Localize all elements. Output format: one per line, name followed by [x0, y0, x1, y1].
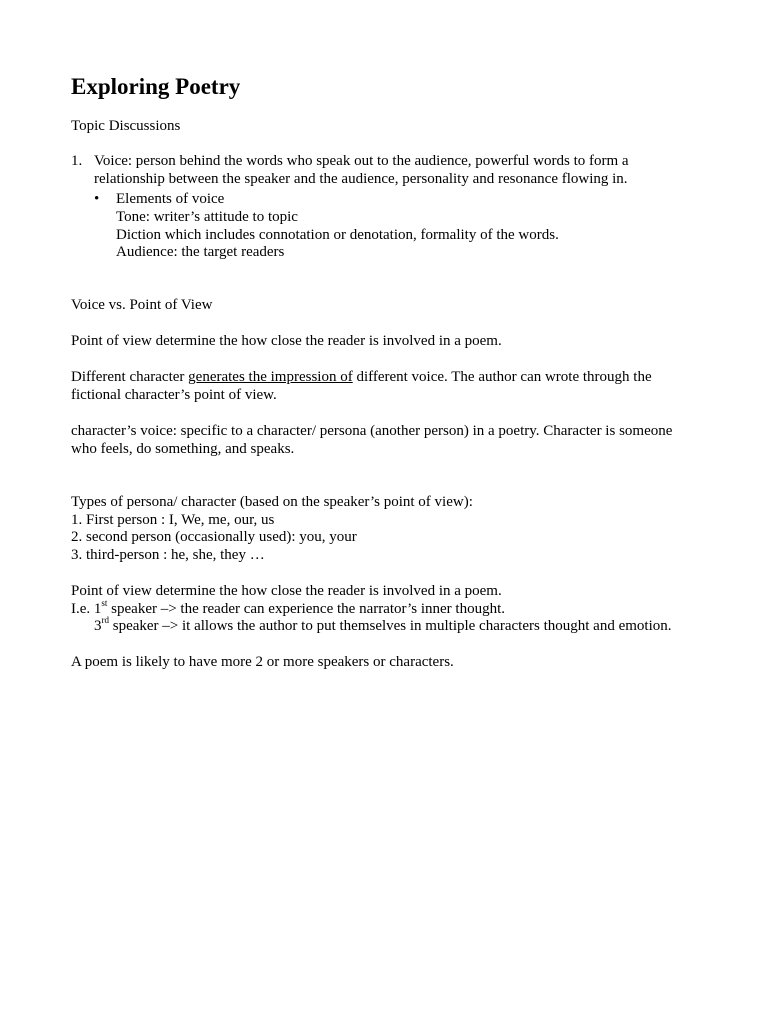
underlined-phrase: generates the impression of — [188, 369, 353, 385]
voice-definition-line1: Voice: person behind the words who speak out to the audience, powerful words to form a — [94, 153, 629, 169]
section-heading-voice-vs-pov: Voice vs. Point of View — [71, 297, 213, 313]
bullet-icon: • — [94, 191, 100, 207]
persona-types-heading: Types of persona/ character (based on the speaker’s point of view): — [71, 494, 473, 510]
diff-char-text-before: Different character — [71, 369, 189, 385]
list-item: 1. First person : I, We, me, our, us — [71, 511, 275, 528]
list-item: 2. second person (occasionally used): you, your — [71, 529, 357, 545]
closing-sentence: A poem is likely to have more 2 or more speakers or characters. — [71, 654, 454, 670]
tone-line: Tone: writer’s attitude to topic — [116, 209, 298, 225]
char-voice-line2: who feels, do something, and speaks. — [71, 440, 295, 457]
third-person-example: 3rd speaker –> it allows the author to put themselves in multiple characters thought and emotion. — [94, 615, 672, 634]
diff-char-text-after: different voice. The author can wrote through the — [352, 369, 652, 385]
pov-sentence: Point of view determine the how close the reader is involved in a poem. — [71, 333, 502, 349]
first-person-example: I.e. 1st speaker –> the reader can experience the narrator’s inner thought. — [71, 597, 506, 617]
pov-examples — [71, 583, 711, 636]
subtitle: Topic Discussions — [71, 118, 181, 134]
audience-line: Audience: the target readers — [116, 244, 285, 260]
char-voice-line1: character’s voice: specific to a character/ persona (another person) in a poetry. Character is someone — [71, 423, 673, 439]
character-voice-paragraph — [71, 423, 691, 458]
voice-definition-line2: relationship between the speaker and the audience, personality and resonance flowing in. — [94, 171, 628, 187]
diff-char-line2: fictional character’s point of view. — [71, 386, 277, 403]
page-title: Exploring Poetry — [71, 74, 241, 99]
bullet-heading: Elements of voice — [116, 191, 225, 207]
persona-types-list — [71, 494, 691, 564]
list-item: 3. third-person : he, she, they … — [71, 546, 265, 563]
pov-sentence-repeat: Point of view determine the how close the reader is involved in a poem. — [71, 583, 502, 599]
different-character-paragraph — [71, 369, 691, 404]
item-number: 1. — [71, 153, 83, 169]
diction-line: Diction which includes connotation or denotation, formality of the words. — [116, 227, 559, 243]
